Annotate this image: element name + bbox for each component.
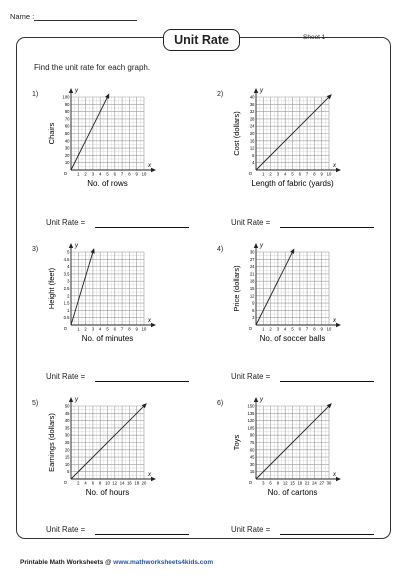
y-tick-label: 21 bbox=[249, 271, 255, 277]
graph-4 bbox=[226, 242, 356, 357]
x-tick-label: 9 bbox=[135, 326, 138, 332]
problem-number: 6) bbox=[217, 400, 224, 407]
y-axis-letter: y bbox=[75, 243, 78, 249]
y-tick-label: 12 bbox=[249, 145, 255, 151]
x-tick-label: 6 bbox=[269, 480, 272, 486]
x-axis-arrow bbox=[151, 168, 156, 172]
x-tick-label: 9 bbox=[320, 171, 323, 177]
origin-label: O bbox=[63, 326, 67, 331]
x-tick-label: 5 bbox=[106, 326, 109, 332]
graph-5 bbox=[41, 396, 171, 511]
x-axis-label: Length of fabric (yards) bbox=[251, 179, 334, 188]
graph-3 bbox=[41, 242, 171, 357]
unit-rate-label: Unit Rate = bbox=[231, 372, 271, 381]
x-axis-label: No. of hours bbox=[85, 488, 130, 497]
x-tick-label: 12 bbox=[112, 480, 118, 486]
y-tick-label: 30 bbox=[64, 432, 70, 438]
x-tick-label: 4 bbox=[84, 480, 87, 486]
graph-1 bbox=[41, 87, 171, 202]
y-tick-label: 120 bbox=[247, 418, 255, 424]
graph-2 bbox=[226, 87, 356, 202]
problem-number: 3) bbox=[32, 246, 39, 253]
y-tick-label: 90 bbox=[64, 101, 70, 107]
unit-rate-answer-line[interactable] bbox=[280, 534, 374, 535]
origin-label: O bbox=[248, 480, 252, 485]
x-axis-letter: x bbox=[148, 472, 151, 478]
y-tick-label: 18 bbox=[249, 278, 255, 284]
unit-rate-answer-line[interactable] bbox=[95, 227, 189, 228]
data-line bbox=[256, 405, 330, 479]
data-line-arrow bbox=[91, 248, 95, 253]
x-tick-label: 4 bbox=[99, 326, 102, 332]
x-tick-label: 5 bbox=[106, 171, 109, 177]
y-axis-letter: y bbox=[75, 88, 78, 94]
y-tick-label: 45 bbox=[249, 454, 255, 460]
x-tick-label: 6 bbox=[113, 171, 116, 177]
y-tick-label: 30 bbox=[249, 461, 255, 467]
y-tick-label: 6 bbox=[252, 307, 255, 313]
data-line bbox=[256, 96, 330, 170]
x-tick-label: 10 bbox=[326, 171, 332, 177]
y-tick-label: 40 bbox=[64, 138, 70, 144]
name-label: Name : bbox=[10, 12, 35, 21]
y-tick-label: 28 bbox=[249, 116, 255, 122]
x-axis-letter: x bbox=[148, 163, 151, 169]
name-blank-line[interactable] bbox=[34, 20, 137, 21]
y-axis-arrow bbox=[69, 243, 73, 248]
y-tick-label: 5 bbox=[67, 249, 70, 255]
y-tick-label: 75 bbox=[249, 440, 255, 445]
problem-number: 4) bbox=[217, 246, 224, 253]
y-tick-label: 30 bbox=[64, 145, 70, 151]
y-tick-label: 150 bbox=[247, 403, 255, 409]
x-tick-label: 1 bbox=[77, 326, 80, 332]
x-tick-label: 9 bbox=[320, 326, 323, 332]
y-tick-label: 2 bbox=[67, 293, 70, 299]
x-tick-label: 16 bbox=[127, 480, 132, 486]
y-tick-label: 32 bbox=[249, 109, 255, 115]
x-tick-label: 8 bbox=[99, 480, 102, 486]
y-axis-label: Toys bbox=[232, 434, 241, 451]
x-axis-arrow bbox=[336, 323, 341, 327]
x-tick-label: 4 bbox=[284, 326, 287, 332]
y-tick-label: 60 bbox=[249, 447, 255, 453]
x-axis-label: No. of cartons bbox=[267, 488, 318, 497]
y-tick-label: 10 bbox=[64, 160, 70, 166]
y-axis-arrow bbox=[254, 243, 258, 248]
y-axis-label: Earnings (dollars) bbox=[47, 413, 56, 472]
y-tick-label: 3.5 bbox=[63, 271, 70, 277]
x-tick-label: 18 bbox=[134, 480, 140, 486]
x-tick-label: 3 bbox=[91, 171, 95, 177]
unit-rate-label: Unit Rate = bbox=[231, 525, 271, 534]
x-tick-label: 24 bbox=[312, 480, 317, 486]
unit-rate-answer-line[interactable] bbox=[280, 381, 374, 382]
y-tick-label: 50 bbox=[64, 131, 70, 136]
y-axis-arrow bbox=[69, 88, 73, 93]
y-tick-label: 0.5 bbox=[63, 315, 70, 321]
data-line bbox=[71, 95, 108, 170]
x-axis-letter: x bbox=[333, 318, 336, 324]
y-axis-letter: y bbox=[260, 88, 263, 94]
y-tick-label: 90 bbox=[249, 432, 255, 438]
x-tick-label: 21 bbox=[304, 480, 310, 486]
x-tick-label: 14 bbox=[119, 480, 125, 486]
y-tick-label: 4 bbox=[252, 160, 255, 166]
x-axis-arrow bbox=[151, 477, 156, 481]
y-tick-label: 9 bbox=[252, 300, 255, 306]
x-tick-label: 6 bbox=[113, 326, 116, 332]
worksheet-title: Unit Rate bbox=[163, 29, 240, 51]
x-tick-label: 10 bbox=[141, 171, 147, 177]
y-tick-label: 30 bbox=[249, 249, 255, 255]
x-tick-label: 8 bbox=[313, 326, 316, 332]
x-tick-label: 2 bbox=[269, 171, 272, 177]
footer-site-link[interactable]: www.mathworksheets4kids.com bbox=[113, 559, 214, 566]
origin-label: O bbox=[248, 326, 252, 331]
x-tick-label: 12 bbox=[282, 480, 288, 486]
unit-rate-label: Unit Rate = bbox=[46, 218, 86, 227]
y-tick-label: 105 bbox=[247, 425, 255, 431]
x-tick-label: 5 bbox=[291, 326, 294, 332]
sheet-number: Sheet 1 bbox=[303, 34, 326, 41]
x-tick-label: 6 bbox=[298, 171, 301, 177]
y-tick-label: 4.5 bbox=[63, 256, 70, 262]
y-tick-label: 50 bbox=[64, 403, 70, 409]
y-tick-label: 12 bbox=[249, 293, 255, 299]
x-axis-label: No. of minutes bbox=[81, 334, 134, 343]
x-tick-label: 2 bbox=[77, 480, 80, 486]
y-axis-label: Chairs bbox=[47, 122, 56, 145]
x-axis-arrow bbox=[336, 168, 341, 172]
y-tick-label: 3 bbox=[67, 278, 70, 284]
origin-label: O bbox=[63, 171, 67, 176]
y-tick-label: 1.5 bbox=[63, 300, 70, 306]
y-tick-label: 135 bbox=[247, 410, 255, 416]
y-axis-letter: y bbox=[75, 397, 78, 403]
y-axis-label: Height (feet) bbox=[47, 267, 56, 310]
x-tick-label: 3 bbox=[262, 480, 265, 486]
x-axis-letter: x bbox=[333, 163, 336, 169]
x-tick-label: 1 bbox=[262, 171, 265, 177]
x-tick-label: 3 bbox=[276, 326, 280, 332]
y-tick-label: 4 bbox=[67, 264, 70, 270]
y-axis-arrow bbox=[254, 88, 258, 93]
x-tick-label: 7 bbox=[120, 326, 124, 332]
x-tick-label: 1 bbox=[77, 171, 80, 177]
footer bbox=[20, 559, 213, 566]
x-tick-label: 3 bbox=[91, 326, 95, 332]
y-tick-label: 5 bbox=[67, 469, 70, 475]
data-line bbox=[256, 250, 293, 325]
y-axis-arrow bbox=[69, 397, 73, 402]
unit-rate-label: Unit Rate = bbox=[231, 218, 271, 227]
x-tick-label: 7 bbox=[305, 171, 309, 177]
x-tick-label: 3 bbox=[276, 171, 280, 177]
x-tick-label: 4 bbox=[284, 171, 287, 177]
x-axis-label: No. of rows bbox=[87, 179, 128, 188]
problem-number: 1) bbox=[32, 91, 39, 98]
y-tick-label: 25 bbox=[64, 440, 70, 445]
x-tick-label: 30 bbox=[326, 480, 332, 486]
y-tick-label: 2.5 bbox=[63, 286, 70, 291]
unit-rate-answer-line[interactable] bbox=[95, 534, 189, 535]
x-tick-label: 6 bbox=[298, 326, 301, 332]
x-tick-label: 10 bbox=[105, 480, 110, 486]
y-tick-label: 15 bbox=[249, 469, 255, 475]
origin-label: O bbox=[248, 171, 252, 176]
unit-rate-answer-line[interactable] bbox=[280, 227, 374, 228]
x-axis-arrow bbox=[336, 477, 341, 481]
y-tick-label: 20 bbox=[249, 131, 255, 136]
y-tick-label: 40 bbox=[64, 418, 70, 424]
y-axis-letter: y bbox=[260, 397, 263, 403]
unit-rate-label: Unit Rate = bbox=[46, 525, 86, 534]
x-tick-label: 2 bbox=[84, 326, 87, 332]
x-axis-letter: x bbox=[148, 318, 151, 324]
x-axis-label: No. of soccer balls bbox=[259, 334, 326, 343]
y-tick-label: 8 bbox=[252, 152, 255, 158]
y-tick-label: 60 bbox=[64, 123, 70, 129]
x-tick-label: 2 bbox=[84, 171, 87, 177]
y-tick-label: 24 bbox=[249, 264, 255, 270]
x-tick-label: 8 bbox=[128, 326, 131, 332]
x-tick-label: 7 bbox=[120, 171, 124, 177]
x-tick-label: 4 bbox=[99, 171, 102, 177]
x-tick-label: 2 bbox=[269, 326, 272, 332]
y-tick-label: 20 bbox=[64, 152, 70, 158]
x-tick-label: 9 bbox=[276, 480, 280, 486]
instructions: Find the unit rate for each graph. bbox=[34, 63, 151, 72]
y-axis-arrow bbox=[254, 397, 258, 402]
x-tick-label: 1 bbox=[262, 326, 265, 332]
y-tick-label: 3 bbox=[252, 315, 255, 321]
y-tick-label: 27 bbox=[249, 256, 255, 262]
x-tick-label: 8 bbox=[313, 171, 316, 177]
y-tick-label: 24 bbox=[249, 123, 255, 129]
y-axis-letter: y bbox=[260, 243, 263, 249]
y-axis-label: Cost (dollars) bbox=[232, 111, 241, 156]
x-tick-label: 5 bbox=[291, 171, 294, 177]
y-tick-label: 36 bbox=[249, 101, 255, 107]
x-tick-label: 8 bbox=[128, 171, 131, 177]
data-line bbox=[71, 405, 145, 479]
y-tick-label: 15 bbox=[249, 286, 255, 291]
footer-prefix: Printable Math Worksheets @ bbox=[20, 559, 114, 566]
y-axis-label: Price (dollars) bbox=[232, 265, 241, 312]
y-tick-label: 15 bbox=[64, 454, 70, 460]
x-tick-label: 7 bbox=[305, 326, 309, 332]
origin-label: O bbox=[63, 480, 67, 485]
graph-6 bbox=[226, 396, 356, 511]
x-axis-letter: x bbox=[333, 472, 336, 478]
y-tick-label: 20 bbox=[64, 447, 70, 453]
y-tick-label: 1 bbox=[67, 307, 70, 313]
y-tick-label: 70 bbox=[64, 116, 70, 122]
x-tick-label: 27 bbox=[319, 480, 325, 486]
unit-rate-answer-line[interactable] bbox=[95, 381, 189, 382]
problem-number: 2) bbox=[217, 91, 224, 98]
x-axis-arrow bbox=[151, 323, 156, 327]
x-tick-label: 15 bbox=[290, 480, 295, 486]
data-line bbox=[71, 250, 93, 325]
y-tick-label: 45 bbox=[64, 410, 70, 416]
x-tick-label: 10 bbox=[326, 326, 332, 332]
x-tick-label: 6 bbox=[91, 480, 95, 486]
y-tick-label: 16 bbox=[249, 138, 255, 144]
y-tick-label: 10 bbox=[64, 461, 70, 467]
x-tick-label: 20 bbox=[141, 480, 147, 486]
y-tick-label: 80 bbox=[64, 109, 70, 115]
problem-number: 5) bbox=[32, 400, 39, 407]
x-tick-label: 10 bbox=[141, 326, 147, 332]
x-tick-label: 18 bbox=[297, 480, 303, 486]
unit-rate-label: Unit Rate = bbox=[46, 372, 86, 381]
y-tick-label: 35 bbox=[64, 425, 70, 431]
y-tick-label: 100 bbox=[62, 94, 70, 100]
x-tick-label: 9 bbox=[135, 171, 138, 177]
y-tick-label: 40 bbox=[249, 94, 255, 100]
